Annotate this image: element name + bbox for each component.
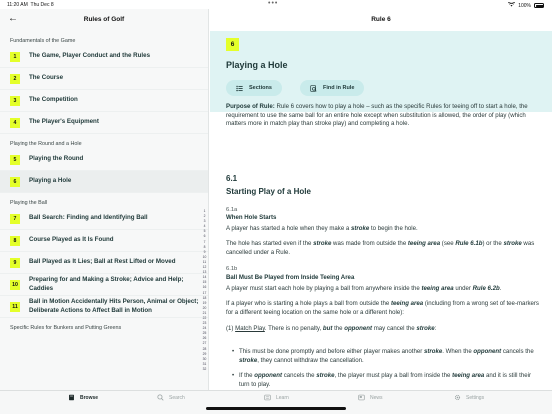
rule-link[interactable]: Rule 6.1b bbox=[455, 240, 483, 247]
paragraph: A player must start each hole by playing a ball from anywhere inside the teeing area under Rule 6.2b. bbox=[226, 285, 502, 292]
paragraph: If a player who is starting a hole plays a ball from outside the teeing area (including from a wrong set of tee-markers for a different teeing location on the same hole or a different hole): bbox=[226, 300, 539, 316]
battery-percent: 100% bbox=[518, 2, 531, 9]
rule-list-item[interactable] bbox=[0, 68, 208, 90]
tab-browse[interactable]: Browse bbox=[68, 394, 98, 401]
tab-news[interactable]: News bbox=[358, 394, 383, 401]
subsection-title: Ball Must Be Played from Inside Teeing Area bbox=[226, 274, 355, 281]
multitasking-dots-icon[interactable]: ••• bbox=[268, 0, 279, 7]
index-entry[interactable]: 2 bbox=[203, 214, 206, 219]
section-header: Fundamentals of the Game bbox=[10, 38, 76, 44]
defined-term-link[interactable]: teeing area bbox=[452, 372, 485, 379]
detail-title: Rule 6 bbox=[371, 16, 391, 23]
rule-title: Playing a Hole bbox=[226, 60, 288, 70]
index-entry[interactable]: 22 bbox=[202, 315, 207, 320]
index-entry[interactable]: 32 bbox=[202, 366, 207, 371]
section-number: 6.1 bbox=[226, 174, 238, 183]
index-entry[interactable]: 12 bbox=[202, 265, 207, 270]
index-entry[interactable]: 14 bbox=[202, 275, 207, 280]
rule-label: Playing a Hole bbox=[29, 177, 72, 185]
rule-list-item[interactable] bbox=[0, 230, 208, 252]
gear-icon bbox=[454, 394, 461, 401]
rule-number-badge: 8 bbox=[10, 236, 20, 246]
rule-list-item[interactable] bbox=[0, 171, 208, 193]
rule-list-item[interactable] bbox=[0, 296, 208, 318]
sidebar-title: Rules of Golf bbox=[83, 16, 125, 23]
index-entry[interactable]: 7 bbox=[203, 239, 206, 244]
index-entry[interactable]: 9 bbox=[203, 249, 206, 254]
index-entry[interactable]: 8 bbox=[203, 244, 206, 249]
index-entry[interactable]: 31 bbox=[202, 361, 207, 366]
wifi-icon bbox=[508, 2, 515, 9]
index-entry[interactable]: 20 bbox=[202, 305, 207, 310]
paragraph: (1) Match Play. There is no penalty, but the opponent may cancel the stroke: bbox=[226, 325, 437, 332]
rule-number-badge: 7 bbox=[10, 214, 20, 224]
rule-number-badge: 4 bbox=[10, 118, 20, 128]
subsection-title: When Hole Starts bbox=[226, 214, 277, 221]
rule-number-badge: 2 bbox=[10, 74, 20, 84]
status-time: 11:20 AM Thu Dec 8 bbox=[7, 2, 54, 8]
rule-list-item[interactable] bbox=[0, 274, 208, 296]
rule-hero bbox=[210, 31, 552, 112]
index-entry[interactable]: 26 bbox=[202, 336, 207, 341]
news-icon bbox=[358, 394, 365, 401]
rule-label: Ball Played as It Lies; Ball at Rest Lifted or Moved bbox=[29, 258, 176, 266]
section-header: Specific Rules for Bunkers and Putting Greens bbox=[10, 325, 122, 331]
rule-number-badge: 1 bbox=[10, 52, 20, 62]
rule-list-item[interactable] bbox=[0, 46, 208, 68]
sections-button[interactable] bbox=[226, 80, 282, 96]
paragraph: A player has started a hole when they make a stroke to begin the hole. bbox=[226, 225, 418, 232]
index-entry[interactable]: 27 bbox=[202, 341, 207, 346]
battery-icon bbox=[534, 3, 544, 8]
rules-list bbox=[0, 36, 208, 333]
index-entry[interactable]: 4 bbox=[203, 224, 206, 229]
rule-number-badge: 3 bbox=[10, 96, 20, 106]
rule-label: The Game, Player Conduct and the Rules bbox=[29, 52, 151, 60]
sections-button-label: Sections bbox=[249, 85, 272, 91]
rule-index-scrubber[interactable] bbox=[200, 209, 209, 372]
rule-label: The Course bbox=[29, 74, 64, 82]
tab-settings[interactable]: Settings bbox=[454, 394, 484, 401]
index-entry[interactable]: 10 bbox=[202, 254, 207, 259]
index-entry[interactable]: 17 bbox=[202, 290, 207, 295]
learn-icon bbox=[264, 394, 271, 401]
tab-learn[interactable]: Learn bbox=[264, 394, 289, 401]
list-icon bbox=[236, 85, 243, 92]
status-bar bbox=[0, 0, 552, 9]
bullet-item: • If the opponent cancels the stroke, the player must play a ball from inside the teeing area and it is still their turn to play. bbox=[232, 372, 542, 390]
index-entry[interactable]: 29 bbox=[202, 351, 207, 356]
find-icon bbox=[310, 85, 317, 92]
index-entry[interactable]: 23 bbox=[202, 321, 207, 326]
rule-label: Ball Search: Finding and Identifying Ball bbox=[29, 214, 148, 222]
search-icon bbox=[157, 394, 164, 401]
rule-label: Playing the Round bbox=[29, 155, 84, 163]
section-header: Playing the Ball bbox=[10, 200, 48, 206]
rule-label: The Player's Equipment bbox=[29, 118, 99, 126]
rule-list-item[interactable] bbox=[0, 90, 208, 112]
section-title: Starting Play of a Hole bbox=[226, 187, 311, 196]
index-entry[interactable]: 5 bbox=[203, 229, 206, 234]
index-entry[interactable]: 19 bbox=[202, 300, 207, 305]
rule-number-badge: 10 bbox=[10, 280, 20, 290]
sidebar-header bbox=[0, 9, 208, 31]
rule-label: Preparing for and Making a Stroke; Advice and Help; Caddies bbox=[29, 276, 184, 292]
detail-header bbox=[210, 9, 552, 31]
rule-number-badge: 5 bbox=[10, 155, 20, 165]
index-entry[interactable]: 28 bbox=[202, 346, 207, 351]
rule-label: Course Played as It Is Found bbox=[29, 236, 114, 244]
index-entry[interactable]: 16 bbox=[202, 285, 207, 290]
back-arrow-icon[interactable]: ← bbox=[8, 13, 18, 24]
index-entry[interactable]: 6 bbox=[203, 234, 206, 239]
rule-number-badge: 6 bbox=[10, 177, 20, 187]
defined-term-link[interactable]: teeing area bbox=[407, 240, 441, 247]
book-icon bbox=[68, 394, 75, 401]
index-entry[interactable]: 25 bbox=[202, 331, 207, 336]
section-header: Playing the Round and a Hole bbox=[10, 141, 82, 147]
rule-list-item[interactable] bbox=[0, 208, 208, 230]
subsection-number: 6.1b bbox=[226, 266, 238, 272]
index-entry[interactable]: 18 bbox=[202, 295, 207, 300]
rule-link[interactable]: Rule 6.2b bbox=[472, 285, 500, 292]
defined-term-link[interactable]: teeing area bbox=[390, 300, 424, 307]
match-play-link[interactable]: Match Play bbox=[235, 325, 265, 332]
rule-list-item[interactable] bbox=[0, 149, 208, 171]
index-entry[interactable]: 13 bbox=[202, 270, 207, 275]
defined-term-link[interactable]: teeing area bbox=[421, 285, 454, 292]
index-entry[interactable]: 3 bbox=[203, 219, 206, 224]
find-in-rule-button[interactable] bbox=[300, 80, 364, 96]
rule-number-badge: 9 bbox=[10, 258, 20, 268]
index-entry[interactable]: 11 bbox=[202, 259, 207, 264]
index-entry[interactable]: 21 bbox=[202, 310, 207, 315]
home-indicator[interactable] bbox=[206, 407, 346, 410]
rule-number-badge: 11 bbox=[10, 302, 20, 312]
find-in-rule-label: Find in Rule bbox=[323, 85, 355, 91]
rule-label: The Competition bbox=[29, 96, 78, 104]
index-entry[interactable]: 24 bbox=[202, 326, 207, 331]
rule-number-badge: 6 bbox=[226, 38, 239, 51]
bullet-item: • This must be done promptly and before either player makes another stroke. When the opponent cancels the stroke, they cannot withdraw the cancellation. bbox=[232, 348, 542, 366]
paragraph: The hole has started even if the stroke was made from outside the teeing area (see Rule 6.1b) or the stroke was cancelled under a Rule. bbox=[226, 240, 535, 256]
subsection-number: 6.1a bbox=[226, 207, 238, 213]
rule-detail bbox=[210, 9, 552, 390]
index-entry[interactable]: 15 bbox=[202, 280, 207, 285]
tab-bar bbox=[0, 390, 552, 414]
tab-search[interactable]: Search bbox=[157, 394, 185, 401]
rule-list-item[interactable] bbox=[0, 249, 208, 274]
status-indicators bbox=[508, 2, 544, 9]
index-entry[interactable]: 30 bbox=[202, 356, 207, 361]
rule-list-item[interactable] bbox=[0, 112, 208, 134]
purpose-of-rule: Purpose of Rule: Rule 6 covers how to play a hole – such as the specific Rules for teeing off to start a hole, the requirement to use the same ball for an entire hole except when substitution is allowed, the order of play (which matters more in match play than stroke play) and completing a hole. bbox=[226, 103, 528, 128]
rules-sidebar bbox=[0, 9, 209, 390]
index-entry[interactable]: 1 bbox=[203, 209, 206, 213]
rule-label: Ball in Motion Accidentally Hits Person, Animal or Object; Deliberate Actions to Affect Ball in Motion bbox=[29, 298, 199, 314]
